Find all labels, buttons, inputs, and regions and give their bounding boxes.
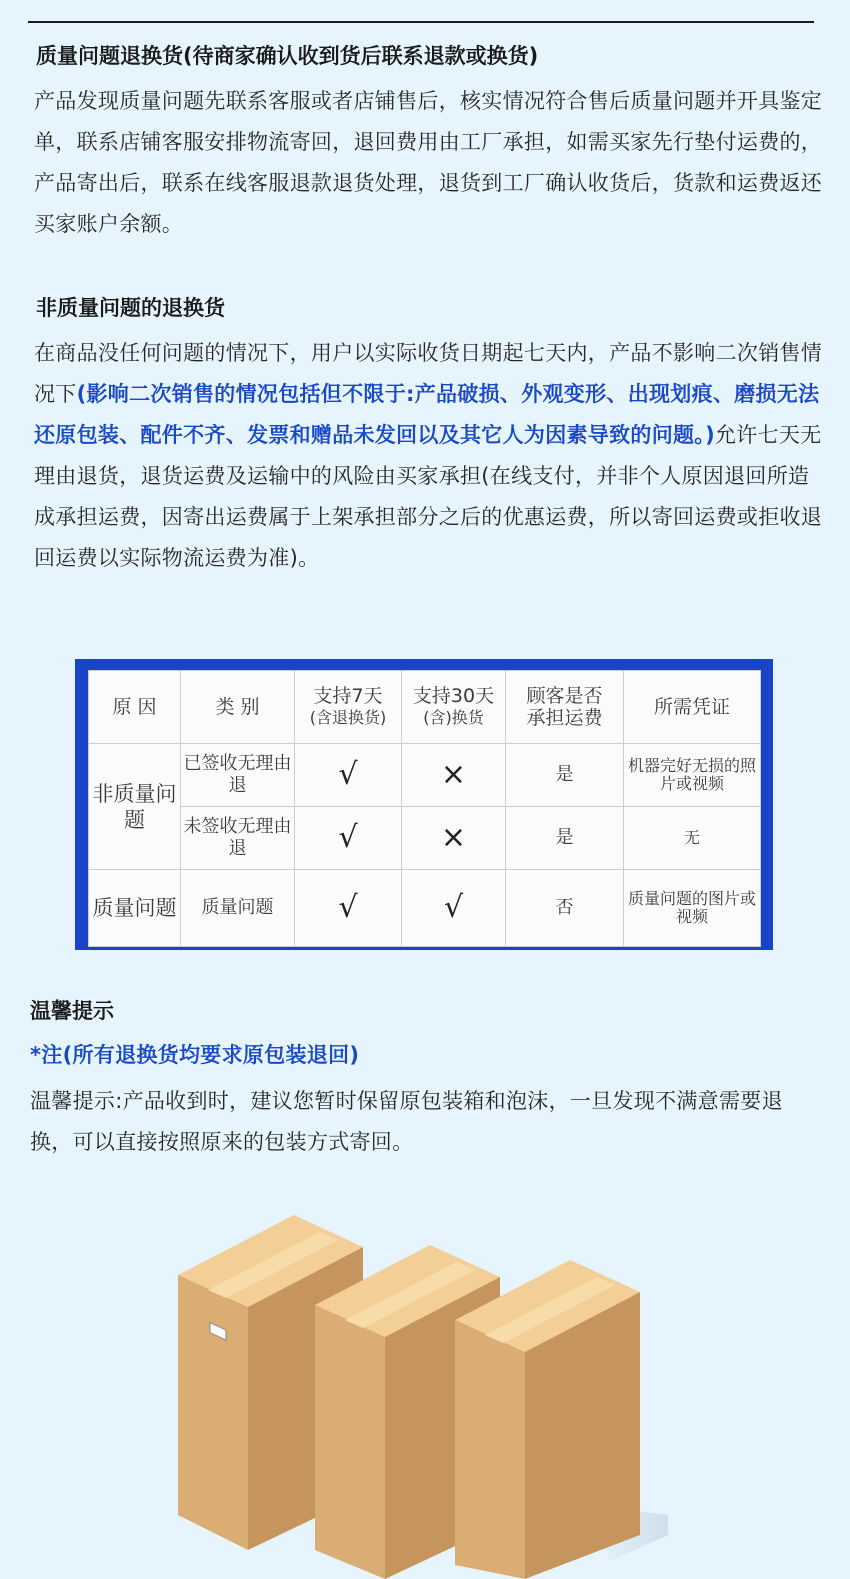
return-policy-table-frame — [75, 659, 773, 950]
section-title-quality: 质量问题退换货(待商家确认收到货后联系退款或换货) — [36, 44, 539, 68]
cell-30day: × — [402, 807, 506, 870]
cell-7day: √ — [295, 807, 402, 870]
header-fee-line1: 顾客是否 — [526, 685, 603, 707]
table-header-row — [89, 671, 761, 744]
box-icon — [455, 1260, 640, 1579]
header-proof: 所需凭证 — [624, 671, 761, 744]
cell-fee: 是 — [506, 807, 624, 870]
section-body-quality: 产品发现质量问题先联系客服或者店铺售后，核实情况符合售后质量问题并开具鉴定单，联系店铺客服安排物流寄回，退回费用由工厂承担，如需买家先行垫付运费的，产品寄出后，联系在线客服退款退货处理，退货到工厂确认收货后，货款和运费返还买家账户余额。 — [34, 89, 823, 236]
cell-30day: × — [402, 744, 506, 807]
cell-7day: √ — [295, 744, 402, 807]
cell-category: 已签收无理由退 — [181, 744, 295, 807]
table-row — [89, 744, 761, 807]
body-text-end: 允许七天无理由退货，退货运费及运输中的风险由买家承担(在线支付，并非个人原因退回所造成承担运费，因寄出运费属于上架承担部分之后的优惠运费，所以寄回运费或拒收退回运费以实际物流运费为准)。 — [34, 423, 823, 570]
header-30day-line2: (含)换货 — [423, 708, 484, 727]
header-category: 类 别 — [181, 671, 295, 744]
tips-title: 温馨提示 — [30, 999, 114, 1023]
section-title-non-quality: 非质量问题的退换货 — [36, 296, 225, 320]
cell-proof: 质量问题的图片或视频 — [624, 870, 761, 947]
tips-note: *注(所有退换货均要求原包装退回) — [30, 1043, 360, 1067]
group-non-quality: 非质量问题 — [89, 744, 181, 870]
section-body-non-quality — [34, 333, 826, 579]
cell-7day: √ — [295, 870, 402, 947]
header-fee-line2: 承担运费 — [526, 707, 603, 729]
table-row — [89, 807, 761, 870]
group-quality: 质量问题 — [89, 870, 181, 947]
cell-fee: 否 — [506, 870, 624, 947]
cell-category: 未签收无理由退 — [181, 807, 295, 870]
cell-proof: 机器完好无损的照片或视频 — [624, 744, 761, 807]
body-text-start: 在商品没任何问题的情况下，用户以实际收货日期起七天内，产品不影响二次销售情况下 — [34, 341, 823, 406]
cell-category: 质量问题 — [181, 870, 295, 947]
header-30day-line1: 支持30天 — [412, 685, 495, 707]
header-30day — [402, 671, 506, 744]
header-7day-line2: (含退换货) — [309, 708, 387, 727]
top-divider — [28, 21, 814, 23]
cell-proof: 无 — [624, 807, 761, 870]
cell-fee: 是 — [506, 744, 624, 807]
table-row — [89, 870, 761, 947]
header-reason: 原 因 — [89, 671, 181, 744]
body-text-highlight: (影响二次销售的情况包括但不限于:产品破损、外观变形、出现划痕、磨损无法还原包装、配件不齐、发票和赠品未发回以及其它人为因素导致的问题。) — [34, 382, 820, 447]
cardboard-boxes-illustration — [170, 1205, 670, 1579]
return-policy-table — [88, 670, 761, 947]
header-fee — [506, 671, 624, 744]
header-7day-line1: 支持7天 — [313, 685, 383, 707]
tips-body: 温馨提示:产品收到时，建议您暂时保留原包装箱和泡沫，一旦发现不满意需要退换，可以直接按照原来的包装方式寄回。 — [30, 1089, 783, 1154]
header-7day — [295, 671, 402, 744]
cell-30day: √ — [402, 870, 506, 947]
